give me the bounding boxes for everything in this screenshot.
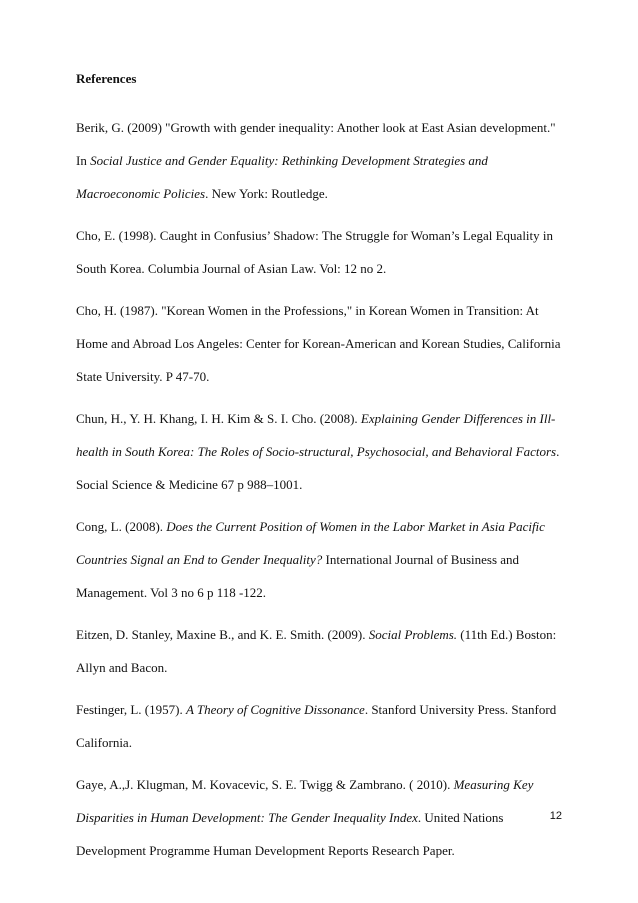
italic-text: Explaining Gender Differences in Ill- <box>360 411 556 426</box>
italic-text: Social Problems. <box>368 627 458 642</box>
reference-line <box>76 726 576 759</box>
italic-text: Measuring Key <box>453 777 534 792</box>
reference-text: State University. P 47-70. <box>76 369 210 384</box>
reference-text: Cho, E. (1998). Caught in Confusius’ Shadow: The Struggle for Woman’s Legal Equality in <box>76 228 554 243</box>
reference-text: Chun, H., Y. H. Khang, I. H. Kim & S. I. Cho. (2008). <box>76 411 361 426</box>
reference-line <box>76 543 576 576</box>
reference-line <box>76 801 576 834</box>
reference-line <box>76 468 576 501</box>
italic-text: A Theory of Cognitive Dissonance <box>185 702 365 717</box>
references-heading: References <box>76 71 137 86</box>
reference-line <box>76 834 576 867</box>
reference-text: Cong, L. (2008). <box>76 519 167 534</box>
reference-line <box>76 111 576 144</box>
reference-text: (11th Ed.) Boston: <box>457 627 557 642</box>
reference-text: . New York: Routledge. <box>205 186 328 201</box>
reference-line <box>76 435 576 468</box>
italic-text: Social Justice and Gender Equality: Rethinking Development Strategies and <box>90 153 488 168</box>
reference-text: Social Science & Medicine 67 p 988–1001. <box>76 477 303 492</box>
reference-text: . Stanford University Press. Stanford <box>364 702 557 717</box>
reference-text: Cho, H. (1987). "Korean Women in the Professions," in Korean Women in Transition: At <box>76 303 539 318</box>
reference-text: Development Programme Human Development Reports Research Paper. <box>76 843 455 858</box>
reference-text: Management. Vol 3 no 6 p 118 -122. <box>76 585 267 600</box>
reference-list <box>76 111 576 867</box>
italic-text: Does the Current Position of Women in the Labor Market in Asia Pacific <box>166 519 545 534</box>
reference-text: Festinger, L. (1957). <box>76 702 186 717</box>
page-content <box>76 71 576 876</box>
reference-entry <box>76 768 576 867</box>
italic-text: Disparities in Human Development: The Gender Inequality Index <box>76 810 418 825</box>
reference-entry <box>76 219 576 285</box>
reference-line <box>76 402 576 435</box>
reference-text: International Journal of Business and <box>322 552 520 567</box>
reference-entry <box>76 510 576 609</box>
reference-text: South Korea. Columbia Journal of Asian Law. Vol: 12 no 2. <box>76 261 387 276</box>
reference-entry <box>76 294 576 393</box>
reference-text: Allyn and Bacon. <box>76 660 168 675</box>
reference-entry <box>76 402 576 501</box>
reference-text: In <box>76 153 91 168</box>
italic-text: Countries Signal an End to Gender Inequality? <box>76 552 323 567</box>
reference-entry <box>76 111 576 210</box>
reference-line <box>76 693 576 726</box>
reference-line <box>76 651 576 684</box>
reference-line <box>76 327 576 360</box>
page-number: 12 <box>549 810 562 822</box>
reference-line <box>76 360 576 393</box>
reference-line <box>76 510 576 543</box>
reference-text: Home and Abroad Los Angeles: Center for Korean-American and Korean Studies, California <box>76 336 561 351</box>
reference-text: . United Nations <box>417 810 504 825</box>
reference-entry <box>76 618 576 684</box>
italic-text: health in South Korea: The Roles of Socio-structural, Psychosocial, and Behavioral Factors <box>76 444 557 459</box>
reference-line <box>76 252 576 285</box>
reference-text: Berik, G. (2009) "Growth with gender inequality: Another look at East Asian development." <box>76 120 556 135</box>
italic-text: Macroeconomic Policies <box>76 186 206 201</box>
reference-line <box>76 576 576 609</box>
reference-text: . <box>556 444 560 459</box>
reference-line <box>76 294 576 327</box>
reference-text: Eitzen, D. Stanley, Maxine B., and K. E. Smith. (2009). <box>76 627 369 642</box>
reference-line <box>76 768 576 801</box>
reference-line <box>76 618 576 651</box>
reference-text: Gaye, A.,J. Klugman, M. Kovacevic, S. E. Twigg & Zambrano. ( 2010). <box>76 777 454 792</box>
reference-entry <box>76 693 576 759</box>
reference-line <box>76 219 576 252</box>
reference-text: California. <box>76 735 132 750</box>
reference-line <box>76 144 576 177</box>
reference-line <box>76 177 576 210</box>
